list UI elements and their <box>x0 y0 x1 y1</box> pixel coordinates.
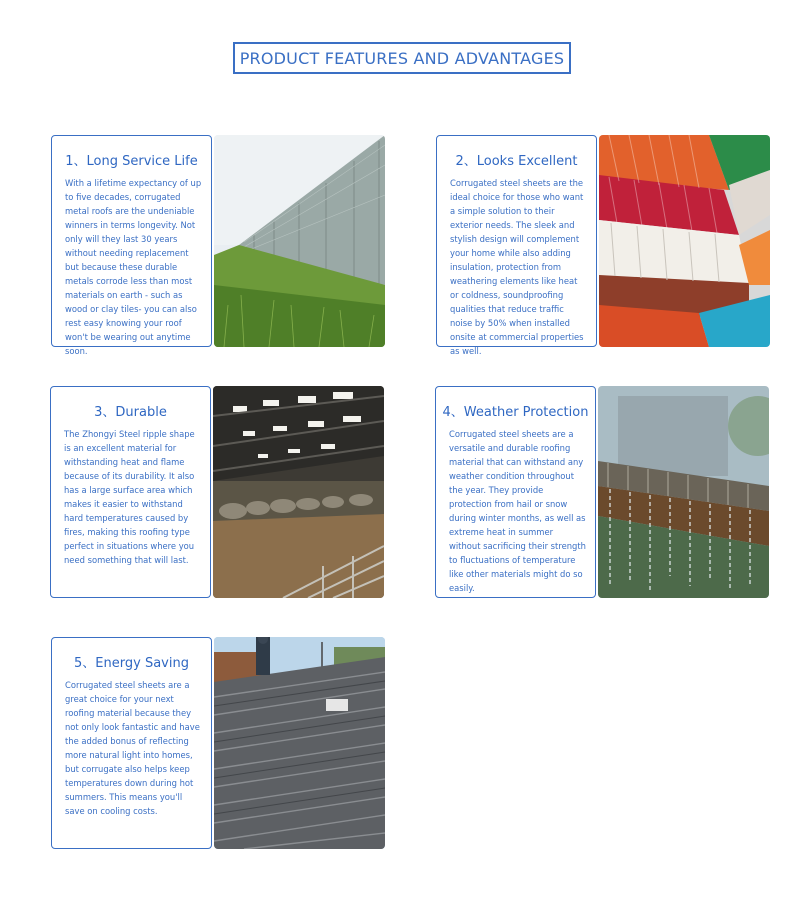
feature-title: 1、Long Service Life <box>65 154 198 169</box>
feature-title: 5、Energy Saving <box>74 656 189 671</box>
feature-title: 4、Weather Protection <box>442 405 589 420</box>
feature-text-panel <box>436 135 597 356</box>
rain-on-roof-photo <box>598 386 769 598</box>
colored-roof-tiles-photo <box>599 135 770 347</box>
metal-fence-field-photo <box>214 135 385 347</box>
feature-description: Corrugated steel sheets are the ideal choice for those who want a simple solution to their exterior needs. The sleek and stylish design will complement your home while also adding insulation, protection from weathering elements like heat or coldness, soundproofing qualities that reduce traffic noise by 50% when installed onsite at commercial properties as well. <box>450 178 584 356</box>
feature-description: The Zhongyi Steel ripple shape is an excellent material for withstanding heat and flame because of its durability. It also has a large surface area which makes it easier to withstand hard temperatures caused by fires, making this roofing type perfect in situations where you need something that will last. <box>64 429 195 565</box>
feature-title: 3、Durable <box>94 405 167 420</box>
feature-description: With a lifetime expectancy of up to five decades, corrugated metal roofs are the undeniable winners in terms longevity. Not only will they last 30 years without needing replacement but because these durable metals corrode less than most materials on earth - such as wood or clay tiles- you can also rest easy knowing your roof won't be wearing out anytime soon. <box>65 178 202 356</box>
section-heading-text: PRODUCT FEATURES AND ADVANTAGES <box>239 48 565 68</box>
feature-card-long-service-life <box>51 135 386 356</box>
feature-title: 2、Looks Excellent <box>455 154 578 169</box>
feature-description: Corrugated steel sheets are a great choice for your next roofing material because they not only look fantastic and have the added bonus of reflecting more natural light into homes, but corrugate also helps keep temperatures down during hot summers. This means you'll save on cooling costs. <box>65 680 200 816</box>
feature-description: Corrugated steel sheets are a versatile and durable roofing material that can withstand any weather condition throughout the year. They provide protection from hail or snow during winter months, as well as extreme heat in summer without sacrificing their strength to fluctuations of temperature like other materials might do so easily. <box>449 429 586 593</box>
worker-on-roof-photo <box>214 637 385 849</box>
feature-card-energy-saving <box>51 637 386 851</box>
feature-card-weather-protection <box>435 386 770 600</box>
feature-card-looks-excellent <box>436 135 771 356</box>
feature-text-panel <box>51 637 212 849</box>
feature-text-panel <box>50 386 211 598</box>
feature-card-durable <box>50 386 385 600</box>
section-heading <box>233 42 571 74</box>
livestock-barn-photo <box>213 386 384 598</box>
feature-text-panel <box>435 386 596 598</box>
feature-text-panel <box>51 135 212 356</box>
